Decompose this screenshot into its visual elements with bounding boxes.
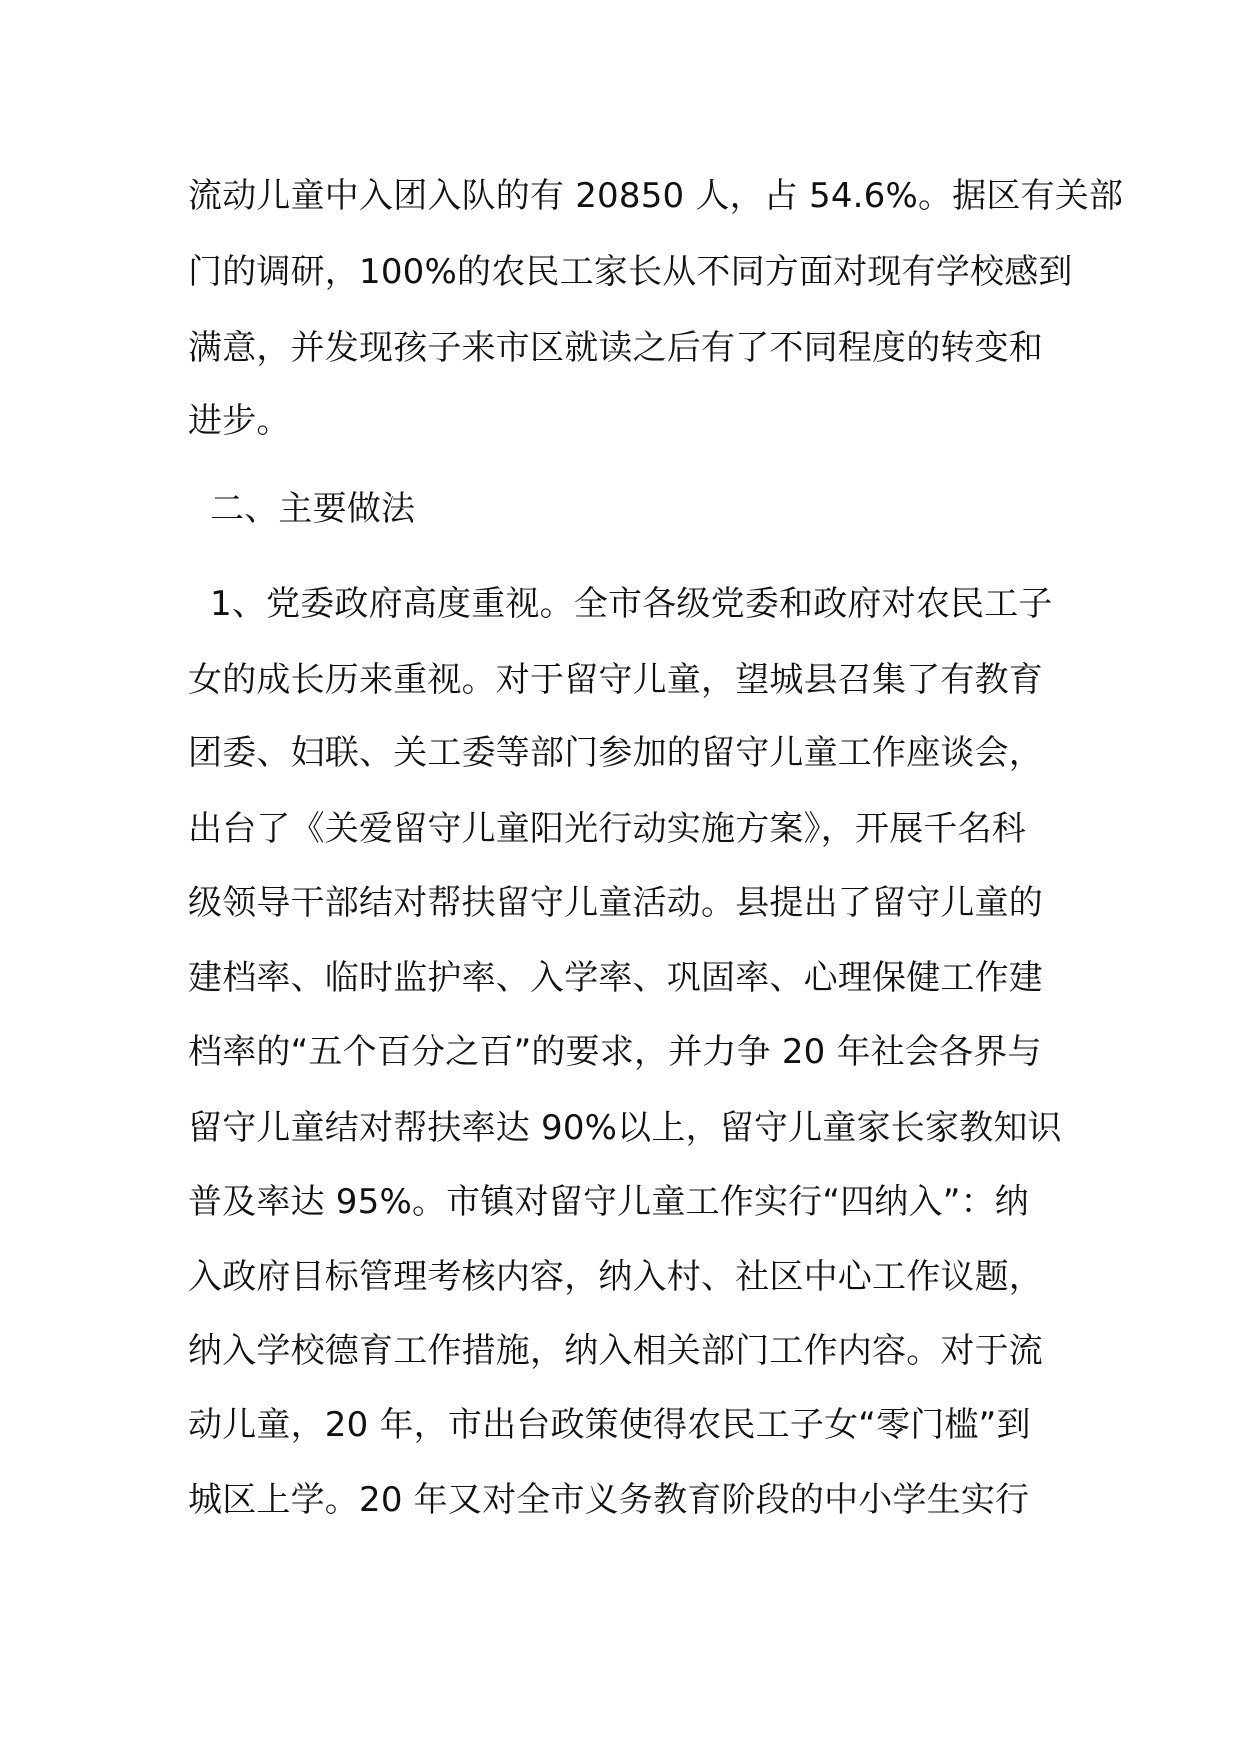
paragraph-1-line-3: 满意，并发现孩子来市区就读之后有了不同程度的转变和 bbox=[188, 328, 1043, 368]
paragraph-1-line-1: 流动儿童中入团入队的有 20850 人，占 54.6%。据区有关部 bbox=[188, 176, 1124, 216]
paragraph-2-line-2: 女的成长历来重视。对于留守儿童，望城县召集了有教育 bbox=[188, 660, 1043, 700]
paragraph-1-line-2: 门的调研，100%的农民工家长从不同方面对现有学校感到 bbox=[188, 252, 1073, 292]
paragraph-2-line-10: 入政府目标管理考核内容，纳入村、社区中心工作议题， bbox=[188, 1257, 1043, 1297]
paragraph-2-line-13: 城区上学。20 年又对全市义务教育阶段的中小学生实行 bbox=[188, 1480, 1030, 1520]
paragraph-2-line-12: 动儿童，20 年，市出台政策使得农民工子女“零门槛”到 bbox=[188, 1405, 1031, 1445]
paragraph-2-line-9: 普及率达 95%。市镇对留守儿童工作实行“四纳入”：纳 bbox=[188, 1182, 1030, 1222]
paragraph-2-line-5: 级领导干部结对帮扶留守儿童活动。县提出了留守儿童的 bbox=[188, 883, 1043, 923]
paragraph-2-line-8: 留守儿童结对帮扶率达 90%以上，留守儿童家长家教知识 bbox=[188, 1108, 1062, 1148]
paragraph-2-line-4: 出台了《关爱留守儿童阳光行动实施方案》，开展千名科 bbox=[188, 809, 1026, 849]
paragraph-1-line-4: 进步。 bbox=[188, 401, 291, 441]
paragraph-2-line-11: 纳入学校德育工作措施，纳入相关部门工作内容。对于流 bbox=[188, 1331, 1043, 1371]
section-heading: 二、主要做法 bbox=[210, 489, 416, 529]
paragraph-2-line-7: 档率的“五个百分之百”的要求，并力争 20 年社会各界与 bbox=[188, 1032, 1042, 1072]
paragraph-2-line-6: 建档率、临时监护率、入学率、巩固率、心理保健工作建 bbox=[188, 958, 1043, 998]
paragraph-2-line-1: 1、党委政府高度重视。全市各级党委和政府对农民工子 bbox=[210, 584, 1053, 624]
paragraph-2-line-3: 团委、妇联、关工委等部门参加的留守儿童工作座谈会， bbox=[188, 733, 1043, 773]
